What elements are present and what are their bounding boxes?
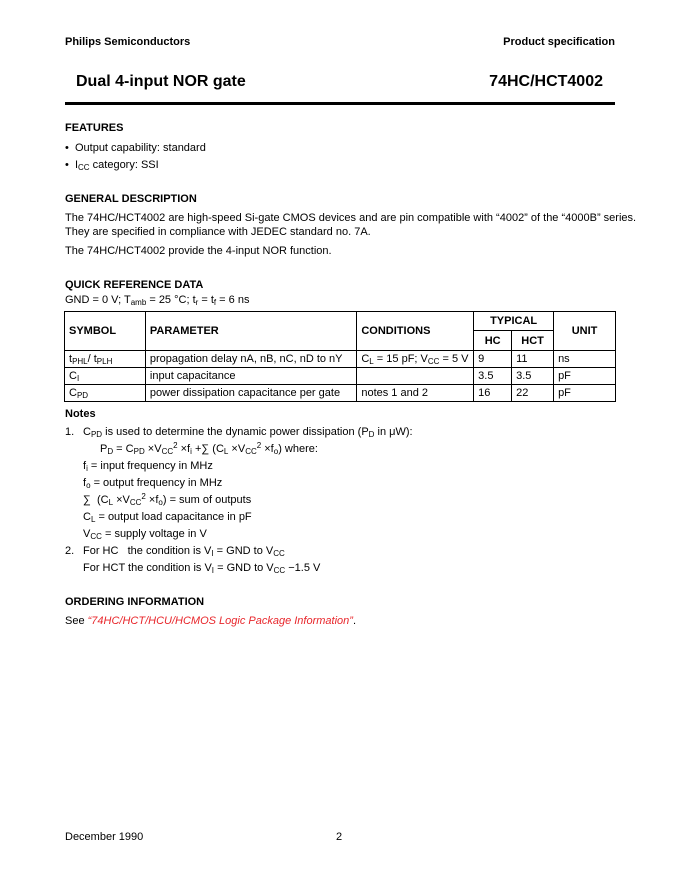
note-1: $C_{PD}$ is used to determine the dynamic power dissipation ($P_D$ in μW): <box>83 426 413 439</box>
note-2-line1: For HC the condition is $V_I$ = GND to $V_{CC}$ <box>83 545 285 558</box>
cell-hc: 16 <box>474 385 512 402</box>
definition-cl: $C_L$ = output load capacitance in pF <box>83 511 252 524</box>
features-heading: FEATURES <box>65 122 124 134</box>
feature-item: • $I_{CC}$ category: SSI <box>65 159 159 172</box>
cell-conditions: $C_L = 15$ pF; $V_{CC} = 5$ V <box>357 351 474 368</box>
cell-unit: pF <box>554 368 616 385</box>
cell-symbol: $t_{PHL}/$ $t_{PLH}$ <box>65 351 146 368</box>
col-unit: UNIT <box>554 312 616 351</box>
col-typical: TYPICAL <box>474 312 554 331</box>
ordering-text: See “74HC/HCT/HCU/HCMOS Logic Package Information”. <box>65 615 357 627</box>
cell-hc: 3.5 <box>474 368 512 385</box>
notes-heading: Notes <box>65 408 96 420</box>
cell-parameter: propagation delay nA, nB, nC, nD to nY <box>145 351 356 368</box>
general-p2: The 74HC/HCT4002 provide the 4-input NOR function. <box>65 245 332 257</box>
cell-unit: ns <box>554 351 616 368</box>
qrd-conditions: GND = 0 V; $T_{amb} = 25$ °C; $t_r = t_f = 6$ ns <box>65 294 250 307</box>
definition-fo: $f_o$ = output frequency in MHz <box>83 477 223 490</box>
table-row <box>65 368 616 385</box>
general-p1-line1: The 74HC/HCT4002 are high-speed Si-gate CMOS devices and are pin compatible with “4002” of the “4000B” series. <box>65 212 637 224</box>
ordering-heading: ORDERING INFORMATION <box>65 596 205 608</box>
feature-item: • Output capability: standard <box>65 142 206 154</box>
company-name: Philips Semiconductors <box>65 36 191 48</box>
power-formula: $P_D = C_{PD} \times V_{CC}^2 \times f_i$ +∑ $(C_L \times V_{CC}^2 \times f_o)$ where: <box>100 441 318 456</box>
definition-vcc: $V_{CC}$ = supply voltage in V <box>83 528 207 541</box>
cell-conditions: notes 1 and 2 <box>357 385 474 402</box>
page-title: Dual 4-input NOR gate <box>76 73 246 90</box>
note-2-number: 2. <box>65 545 75 557</box>
footer-date: December 1990 <box>65 831 144 843</box>
general-heading: GENERAL DESCRIPTION <box>65 193 197 205</box>
cell-parameter: input capacitance <box>145 368 356 385</box>
table-row <box>65 351 616 368</box>
table-row <box>65 385 616 402</box>
col-symbol: SYMBOL <box>65 312 146 351</box>
qrd-table <box>64 311 616 402</box>
col-conditions: CONDITIONS <box>357 312 474 351</box>
col-hct: HCT <box>512 331 554 351</box>
title-rule <box>65 102 615 105</box>
general-p1-line2: They are specified in compliance with JEDEC standard no. 7A. <box>65 226 371 238</box>
qrd-heading: QUICK REFERENCE DATA <box>65 279 204 291</box>
definition-sum: ∑ $(C_L \times V_{CC}^2 \times f_o)$ = sum of outputs <box>83 492 252 507</box>
col-hc: HC <box>474 331 512 351</box>
cell-hc: 9 <box>474 351 512 368</box>
cell-symbol: $C_{PD}$ <box>65 385 146 402</box>
cell-hct: 3.5 <box>512 368 554 385</box>
cell-symbol: $C_I$ <box>65 368 146 385</box>
page-number: 2 <box>336 831 343 843</box>
cell-hct: 22 <box>512 385 554 402</box>
note-1-number: 1. <box>65 426 75 438</box>
note-2-line2: For HCT the condition is $V_I$ = GND to $V_{CC} -1.5$ V <box>83 562 321 575</box>
part-number: 74HC/HCT4002 <box>489 73 603 90</box>
cell-conditions <box>357 368 474 385</box>
package-info-link[interactable]: “74HC/HCT/HCU/HCMOS Logic Package Information” <box>87 615 353 627</box>
cell-unit: pF <box>554 385 616 402</box>
col-parameter: PARAMETER <box>145 312 356 351</box>
doc-type: Product specification <box>503 36 615 48</box>
cell-parameter: power dissipation capacitance per gate <box>145 385 356 402</box>
definition-fi: $f_i$ = input frequency in MHz <box>83 460 213 473</box>
table-header-row <box>65 312 616 331</box>
cell-hct: 11 <box>512 351 554 368</box>
